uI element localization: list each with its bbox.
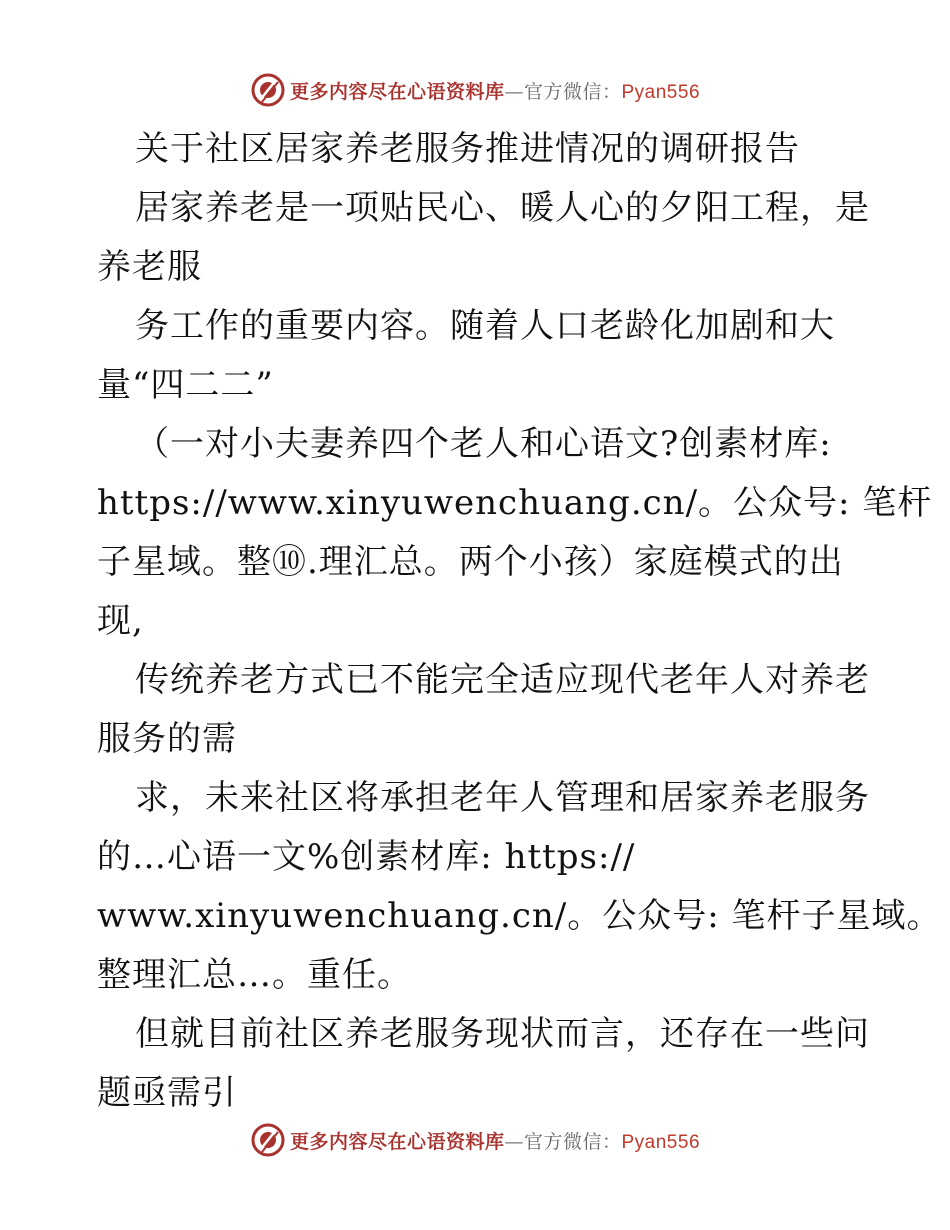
paragraph-line: 题亟需引 [97, 1073, 237, 1113]
footer-banner-dash: — [504, 1130, 524, 1153]
paragraph-line: 整理汇总…。重任。 [97, 955, 412, 995]
header-banner-main: 更多内容尽在心语资料库 [289, 80, 505, 103]
logo-icon [250, 1122, 286, 1158]
footer-banner [0, 1118, 950, 1162]
paragraph-line: www.xinyuwenchuang.cn/。公众号: 笔杆子星域。 [97, 896, 942, 936]
header-banner-dash: — [504, 80, 524, 103]
paragraph-line: 量“四二二” [97, 365, 274, 405]
paragraph-line: 的…心语一文%创素材库: https:// [97, 837, 636, 877]
footer-banner-id: Pyan556 [621, 1131, 701, 1153]
footer-banner-main: 更多内容尽在心语资料库 [289, 1130, 505, 1153]
paragraph-line: 子星域。整⑩.理汇总。两个小孩）家庭模式的出 [97, 542, 844, 582]
header-banner-text [290, 77, 700, 104]
header-banner-id: Pyan556 [621, 81, 701, 103]
paragraph-line: 服务的需 [97, 719, 237, 759]
paragraph-line: https://www.xinyuwenchuang.cn/。公众号: 笔杆 [97, 483, 933, 523]
footer-banner-text [290, 1127, 700, 1154]
paragraph-line: 现, [97, 601, 144, 641]
paragraph-line: 务工作的重要内容。随着人口老龄化加剧和大 [135, 306, 835, 346]
document-body [97, 120, 942, 1123]
paragraph-line: 居家养老是一项贴民心、暖人心的夕阳工程，是 [135, 188, 870, 228]
document-title: 关于社区居家养老服务推进情况的调研报告 [135, 129, 800, 169]
paragraph-line: 养老服 [97, 247, 202, 287]
paragraph-line: （一对小夫妻养四个老人和心语文?创素材库: [135, 424, 832, 464]
header-banner-wechat: 官方微信： [523, 80, 622, 103]
paragraph-line: 求，未来社区将承担老年人管理和居家养老服务 [135, 778, 870, 818]
footer-banner-wechat: 官方微信： [523, 1130, 622, 1153]
header-banner [0, 68, 950, 112]
paragraph-line: 但就目前社区养老服务现状而言，还存在一些问 [135, 1014, 870, 1054]
logo-icon [250, 72, 286, 108]
paragraph-line: 传统养老方式已不能完全适应现代老年人对养老 [135, 660, 870, 700]
